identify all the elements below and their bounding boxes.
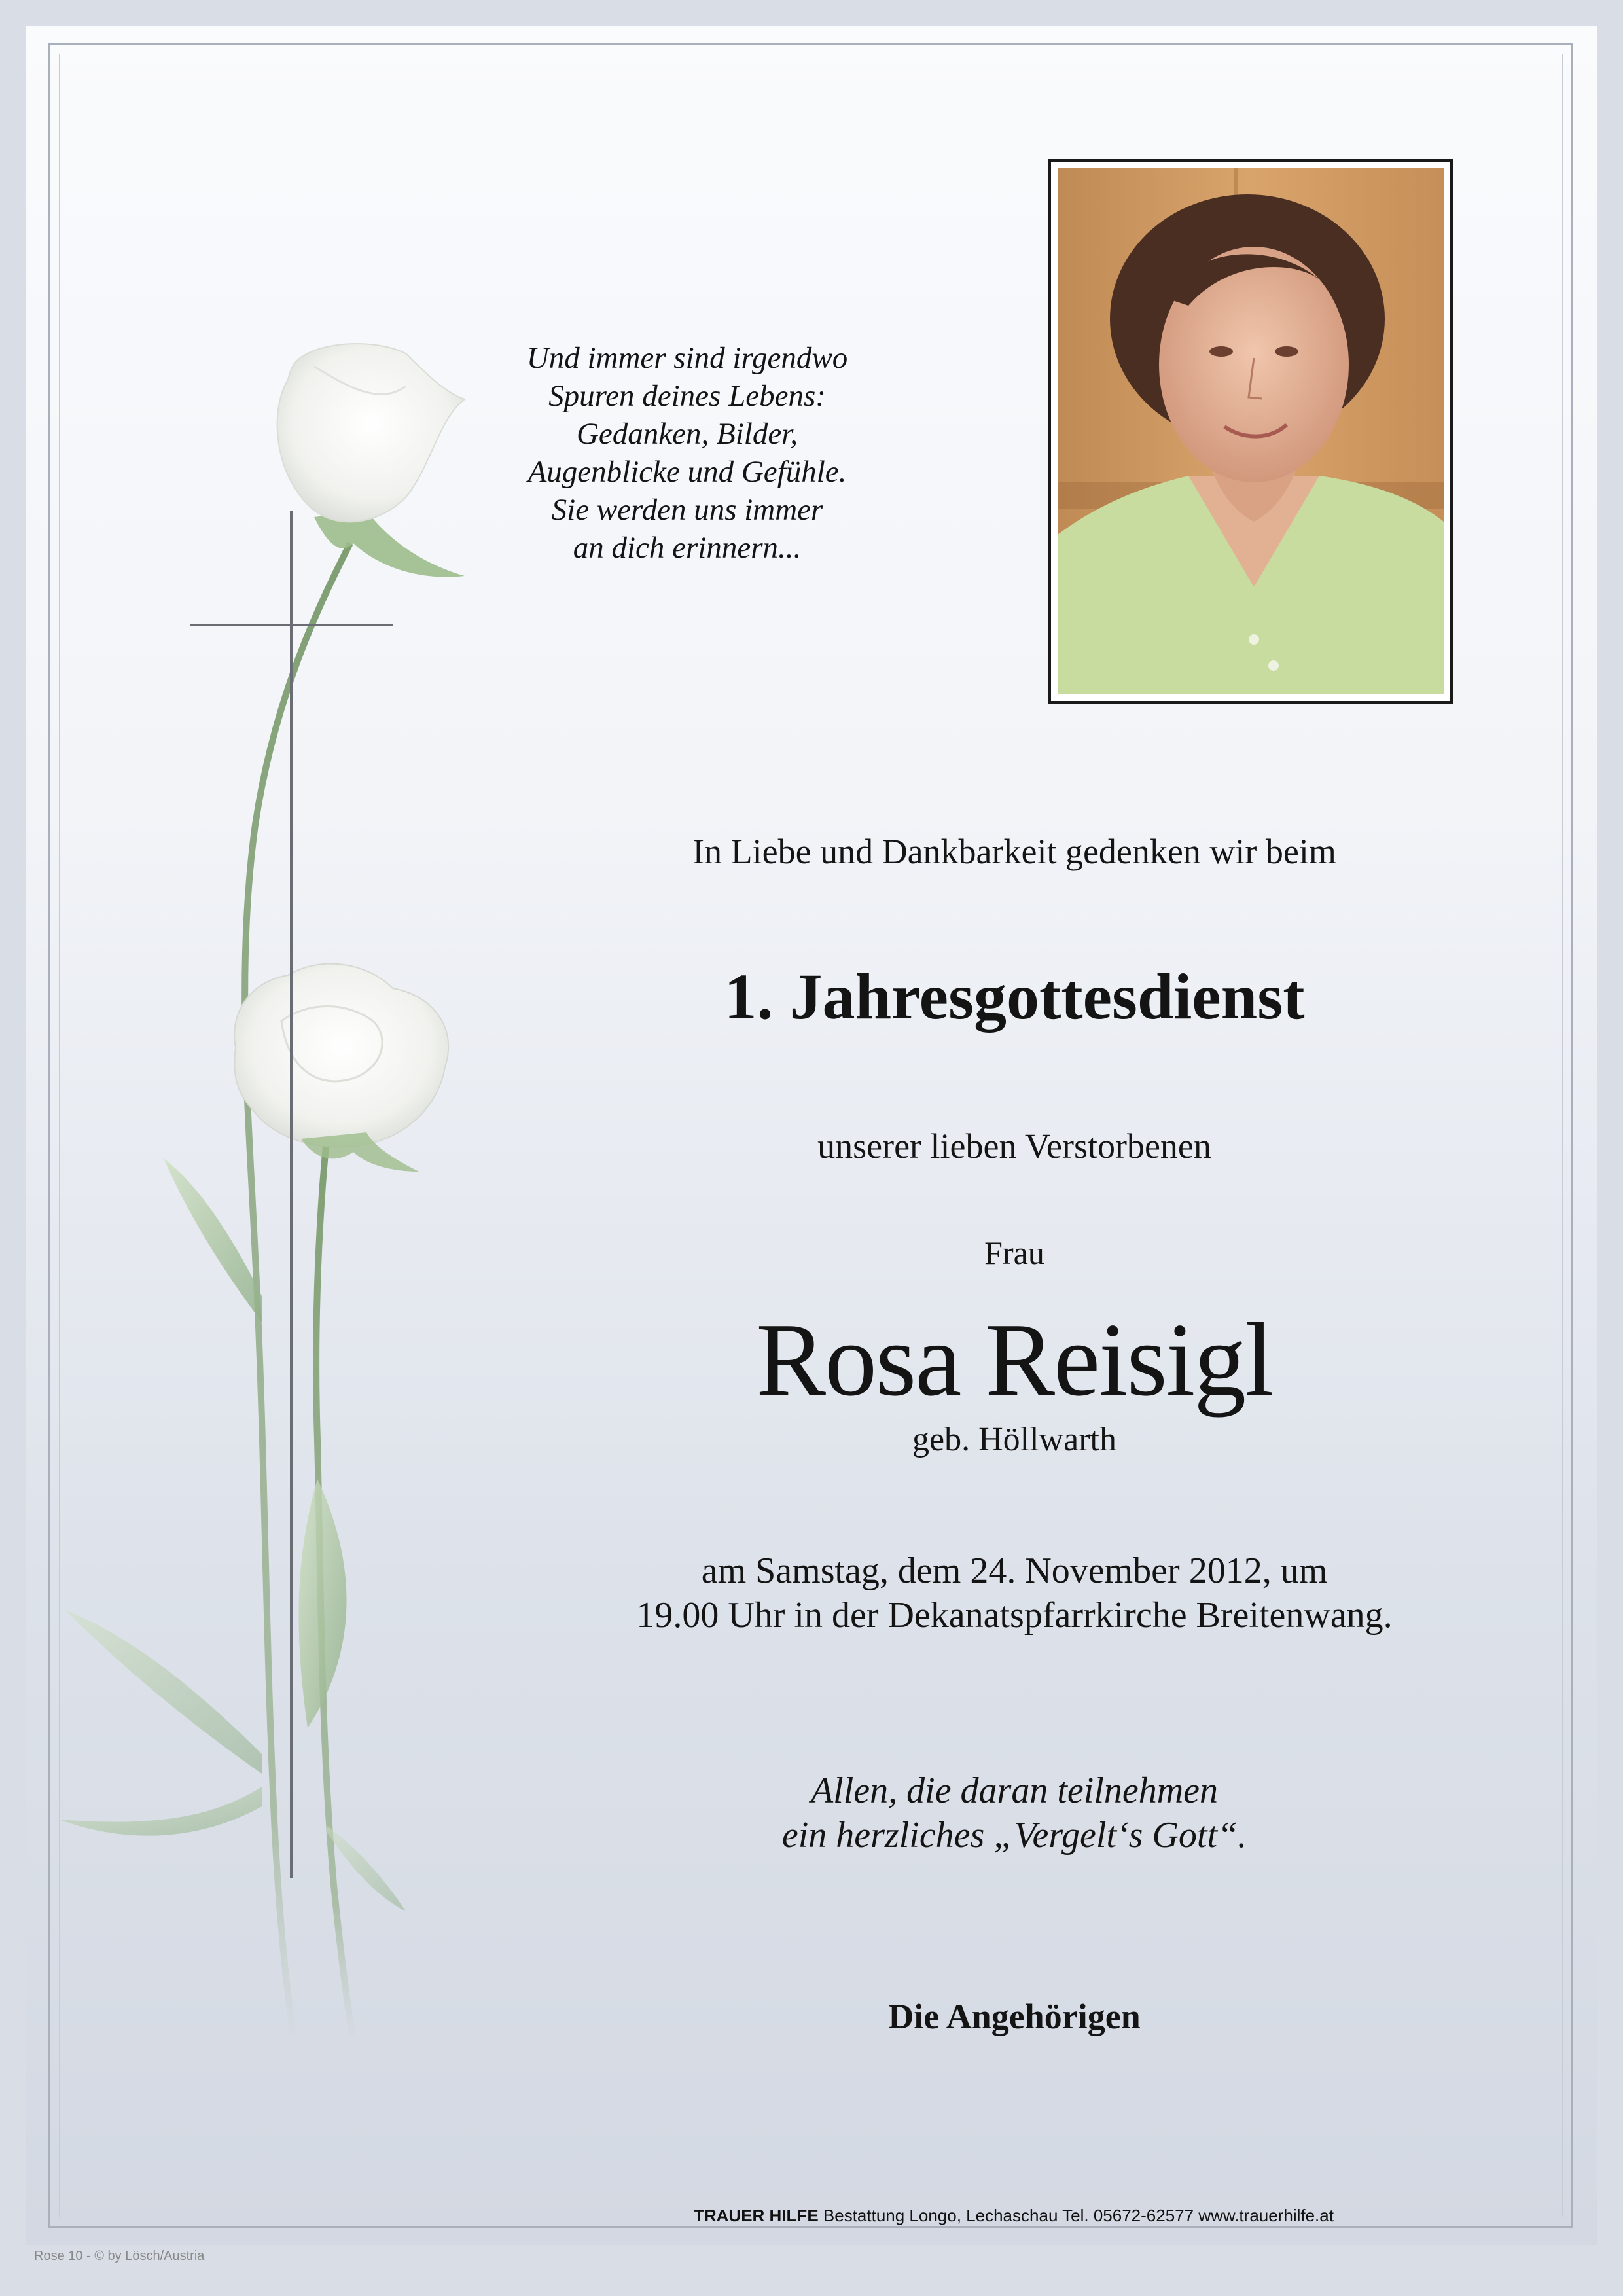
white-roses-illustration <box>39 327 510 2062</box>
leaf <box>327 1826 406 1911</box>
portrait-photo <box>1058 168 1444 694</box>
service-details <box>589 1549 1440 1638</box>
maiden-name: geb. Höllwarth <box>912 1421 1116 1458</box>
salutation: Frau <box>984 1234 1044 1271</box>
footer-brand: TRAUER HILFE <box>694 2206 819 2225</box>
leaf <box>65 1610 262 1774</box>
upper-rose <box>277 344 465 522</box>
footer-text: Bestattung Longo, Lechaschau Tel. 05672-62577 www.trauerhilfe.at <box>818 2206 1334 2225</box>
verse-line: Spuren deines Lebens: <box>548 379 826 413</box>
deceased-name: Rosa Reisigl <box>756 1301 1273 1418</box>
portrait-frame <box>1048 159 1453 704</box>
upper-rose-stem <box>245 543 350 2042</box>
verse-line: Sie werden uns immer <box>551 493 823 527</box>
leaf <box>298 1479 346 1728</box>
leaf <box>59 1787 262 1836</box>
subtitle: unserer lieben Verstorbenen <box>817 1126 1211 1166</box>
footer-credit <box>694 2206 1334 2226</box>
leaf <box>164 1158 262 1322</box>
verse-line: Und immer sind irgendwo <box>526 341 848 375</box>
lower-rose <box>234 964 448 1147</box>
copyright-note: Rose 10 - © by Lösch/Austria <box>34 2249 205 2263</box>
intro-text: In Liebe und Dankbarkeit gedenken wir beim <box>692 832 1336 871</box>
memorial-verse <box>458 339 916 567</box>
sepal <box>301 1132 419 1172</box>
thanks-text <box>589 1768 1440 1857</box>
event-title: 1. Jahresgottesdienst <box>724 960 1305 1033</box>
service-place-line: 19.00 Uhr in der Dekanatspfarrkirche Breitenwang. <box>636 1595 1393 1636</box>
verse-line: Augenblicke und Gefühle. <box>527 455 847 489</box>
verse-line: an dich erinnern... <box>573 531 802 565</box>
signature: Die Angehörigen <box>888 1997 1141 2036</box>
verse-line: Gedanken, Bilder, <box>576 417 798 451</box>
thanks-line: ein herzliches „Vergelt‘s Gott“. <box>781 1815 1247 1856</box>
thanks-line: Allen, die daran teilnehmen <box>810 1770 1219 1811</box>
service-date-line: am Samstag, dem 24. November 2012, um <box>701 1551 1328 1591</box>
